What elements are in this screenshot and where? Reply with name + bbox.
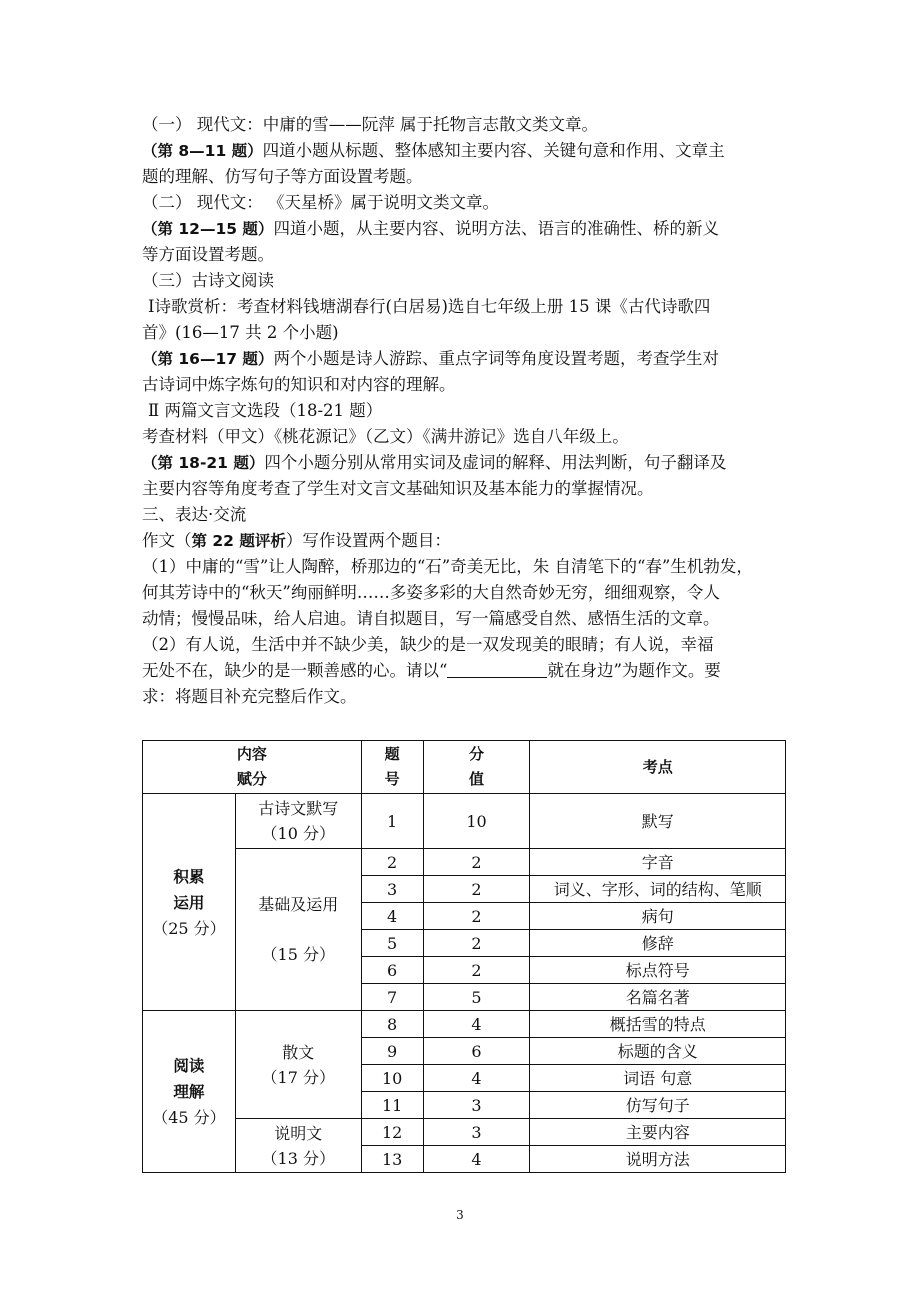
paragraph: 题的理解、仿写句子等方面设置考题。 — [142, 167, 423, 186]
question-score: 3 — [423, 1092, 530, 1119]
question-score: 5 — [423, 984, 530, 1011]
question-point: 主要内容 — [530, 1119, 786, 1146]
table-row — [143, 1011, 786, 1038]
paragraph: （三）古诗文阅读 — [142, 271, 274, 290]
question-number: 8 — [361, 1011, 423, 1038]
paragraph: Ⅱ 两篇文言文选段（18-21 题） — [148, 401, 383, 420]
question-score: 2 — [423, 876, 530, 903]
question-number: 11 — [361, 1092, 423, 1119]
score-table — [142, 740, 786, 1173]
question-point: 标题的含义 — [530, 1038, 786, 1065]
question-range-label: 第 22 题评析 — [191, 532, 286, 550]
paragraph: （第 18-21 题）四个小题分别从常用实词及虚词的解释、用法判断，句子翻译及 — [142, 453, 727, 472]
question-number: 12 — [361, 1119, 423, 1146]
category-cell: 阅读 理解 （45 分） — [143, 1011, 236, 1173]
question-point: 字音 — [530, 849, 786, 876]
paragraph: （一） 现代文：中庸的雪——阮萍 属于托物言志散文类文章。 — [142, 115, 598, 134]
paragraph: （1）中庸的“雪”让人陶醉，桥那边的“石”奇美无比，朱 自清笔下的“春”生机勃发， — [142, 557, 753, 576]
question-number: 10 — [361, 1065, 423, 1092]
paragraph: （二） 现代文： 《天星桥》属于说明文类文章。 — [142, 193, 499, 212]
question-score: 6 — [423, 1038, 530, 1065]
paragraph: Ⅰ诗歌赏析：考查材料钱塘湖春行(白居易)选自七年级上册 15 课《古代诗歌四 — [148, 297, 711, 316]
question-number: 2 — [361, 849, 423, 876]
question-point: 说明方法 — [530, 1146, 786, 1173]
subcategory-cell: 古诗文默写 （10 分） — [235, 794, 361, 849]
section-heading: 三、表达·交流 — [142, 505, 247, 524]
paragraph: 主要内容等角度考查了学生对文言文基础知识及基本能力的掌握情况。 — [142, 479, 654, 498]
fill-in-blank — [447, 659, 547, 678]
category-cell: 积累 运用 （25 分） — [143, 794, 236, 1011]
question-score: 4 — [423, 1011, 530, 1038]
question-number: 4 — [361, 903, 423, 930]
question-score: 4 — [423, 1065, 530, 1092]
paragraph: 考查材料（甲文）《桃花源记》（乙文）《满井游记》选自八年级上。 — [142, 427, 629, 446]
question-point: 词语 句意 — [530, 1065, 786, 1092]
question-number: 13 — [361, 1146, 423, 1173]
table-header-row — [143, 741, 786, 794]
paragraph: 等方面设置考题。 — [142, 245, 274, 264]
question-score: 3 — [423, 1119, 530, 1146]
paragraph: （2）有人说，生活中并不缺少美，缺少的是一双发现美的眼睛；有人说，幸福 — [142, 635, 714, 654]
question-number: 7 — [361, 984, 423, 1011]
header-content: 内容 赋分 — [143, 741, 362, 794]
question-score: 4 — [423, 1146, 530, 1173]
question-score: 10 — [423, 794, 530, 849]
paragraph: 古诗词中炼字炼句的知识和对内容的理解。 — [142, 375, 456, 394]
question-score: 2 — [423, 957, 530, 984]
header-score: 分 值 — [423, 741, 530, 794]
question-point: 仿写句子 — [530, 1092, 786, 1119]
body-text — [142, 112, 792, 710]
paragraph: （第 16—17 题）两个小题是诗人游踪、重点字词等角度设置考题，考查学生对 — [142, 349, 719, 368]
paragraph: 无处不在，缺少的是一颗善感的心。请以“ 就在身边”为题作文。要 — [142, 661, 721, 680]
question-score: 2 — [423, 930, 530, 957]
question-point: 修辞 — [530, 930, 786, 957]
question-range-label: （第 8—11 题） — [142, 142, 263, 160]
question-range-label: （第 16—17 题） — [142, 350, 274, 368]
paragraph: （第 8—11 题）四道小题从标题、整体感知主要内容、关键句意和作用、文章主 — [142, 141, 725, 160]
question-point: 病句 — [530, 903, 786, 930]
question-number: 5 — [361, 930, 423, 957]
table-row — [143, 794, 786, 849]
question-point: 默写 — [530, 794, 786, 849]
paragraph: （第 12—15 题）四道小题，从主要内容、说明方法、语言的准确性、桥的新义 — [142, 219, 719, 238]
subcategory-cell: 基础及运用 （15 分） — [235, 849, 361, 1011]
page-number: 3 — [456, 1208, 464, 1222]
paragraph: 何其芳诗中的“秋天”绚丽鲜明……多姿多彩的大自然奇妙无穷，细细观察，令人 — [142, 583, 720, 602]
question-number: 6 — [361, 957, 423, 984]
question-number: 9 — [361, 1038, 423, 1065]
paragraph: 首》(16—17 共 2 个小题) — [142, 323, 339, 342]
paragraph: 求：将题目补充完整后作文。 — [142, 687, 357, 706]
question-point: 概括雪的特点 — [530, 1011, 786, 1038]
question-point: 词义、字形、词的结构、笔顺 — [530, 876, 786, 903]
subcategory-cell: 说明文 （13 分） — [235, 1119, 361, 1173]
paragraph: 动情；慢慢品味，给人启迪。请自拟题目，写一篇感受自然、感悟生活的文章。 — [142, 609, 720, 628]
question-score: 2 — [423, 849, 530, 876]
subcategory-cell: 散文 （17 分） — [235, 1011, 361, 1119]
table-row — [143, 849, 786, 876]
table-row — [143, 1119, 786, 1146]
question-number: 3 — [361, 876, 423, 903]
paragraph: 作文（第 22 题评析）写作设置两个题目： — [142, 531, 451, 550]
header-point: 考点 — [530, 741, 786, 794]
question-point: 名篇名著 — [530, 984, 786, 1011]
question-range-label: （第 12—15 题） — [142, 220, 274, 238]
question-range-label: （第 18-21 题） — [142, 454, 265, 472]
question-number: 1 — [361, 794, 423, 849]
question-point: 标点符号 — [530, 957, 786, 984]
header-number: 题 号 — [361, 741, 423, 794]
question-score: 2 — [423, 903, 530, 930]
